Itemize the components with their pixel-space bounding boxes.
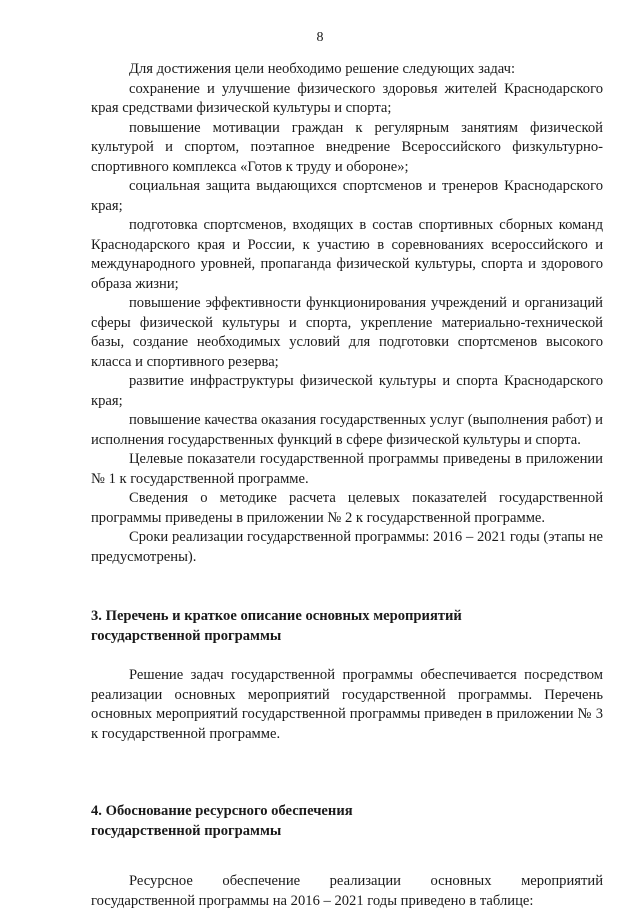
body-paragraph: Сведения о методике расчета целевых показателей государственной программы приведены в приложении № 2 к государственной программе. bbox=[91, 490, 603, 526]
body-paragraph: Сроки реализации государственной программы: 2016 – 2021 годы (этапы не предусмотрены). bbox=[91, 529, 603, 565]
section-3-heading-line-2: государственной программы bbox=[91, 627, 282, 644]
section-3-heading-line-1: 3. Перечень и краткое описание основных мероприятий bbox=[91, 608, 462, 624]
task-item: подготовка спортсменов, входящих в состав спортивных сборных команд Краснодарского края и России, к участию в соревнованиях всероссийского и международного уровней, пропаганда физической культуры, спорта и здорового образа жизни; bbox=[91, 217, 603, 292]
section-3-heading bbox=[91, 607, 603, 646]
task-item: повышение эффективности функционирования учреждений и организаций сферы физической культуры и спорта, укрепление материально-технической базы, создание необходимых условий для подготовки спортсменов высокого класса и спортивного резерва; bbox=[91, 295, 603, 370]
task-item: повышение качества оказания государственных услуг (выполнения работ) и исполнения государственных функций в сфере физической культуры и спорта. bbox=[91, 412, 603, 448]
section-4-body: Ресурсное обеспечение реализации основных мероприятий государственной программы на 2016 – 2021 годы приведено в таблице: bbox=[91, 873, 603, 909]
task-item: развитие инфраструктуры физической культуры и спорта Краснодарского края; bbox=[91, 373, 603, 409]
tasks-intro: Для достижения цели необходимо решение следующих задач: bbox=[129, 61, 516, 77]
section-4-heading bbox=[91, 802, 603, 841]
section-4-heading-line-1: 4. Обоснование ресурсного обеспечения bbox=[91, 803, 353, 819]
task-item: сохранение и улучшение физического здоровья жителей Краснодарского края средствами физической культуры и спорта; bbox=[91, 80, 603, 116]
task-item: повышение мотивации граждан к регулярным занятиям физической культурой и спортом, поэтапное внедрение Всероссийского физкультурно-спортивного комплекса «Готов к труду и обороне»; bbox=[91, 119, 603, 175]
body-paragraph: Целевые показатели государственной программы приведены в приложении № 1 к государственной программе. bbox=[91, 451, 603, 487]
section-3-body: Решение задач государственной программы обеспечивается посредством реализации основных мероприятий государственной программы. Перечень основных мероприятий государственной программы приведен в приложении № 3 к государственной программе. bbox=[91, 667, 603, 742]
document-body bbox=[91, 60, 603, 911]
page-number: 8 bbox=[316, 30, 324, 45]
task-item: социальная защита выдающихся спортсменов и тренеров Краснодарского края; bbox=[91, 178, 603, 214]
section-4-heading-line-2: государственной программы bbox=[91, 822, 282, 839]
